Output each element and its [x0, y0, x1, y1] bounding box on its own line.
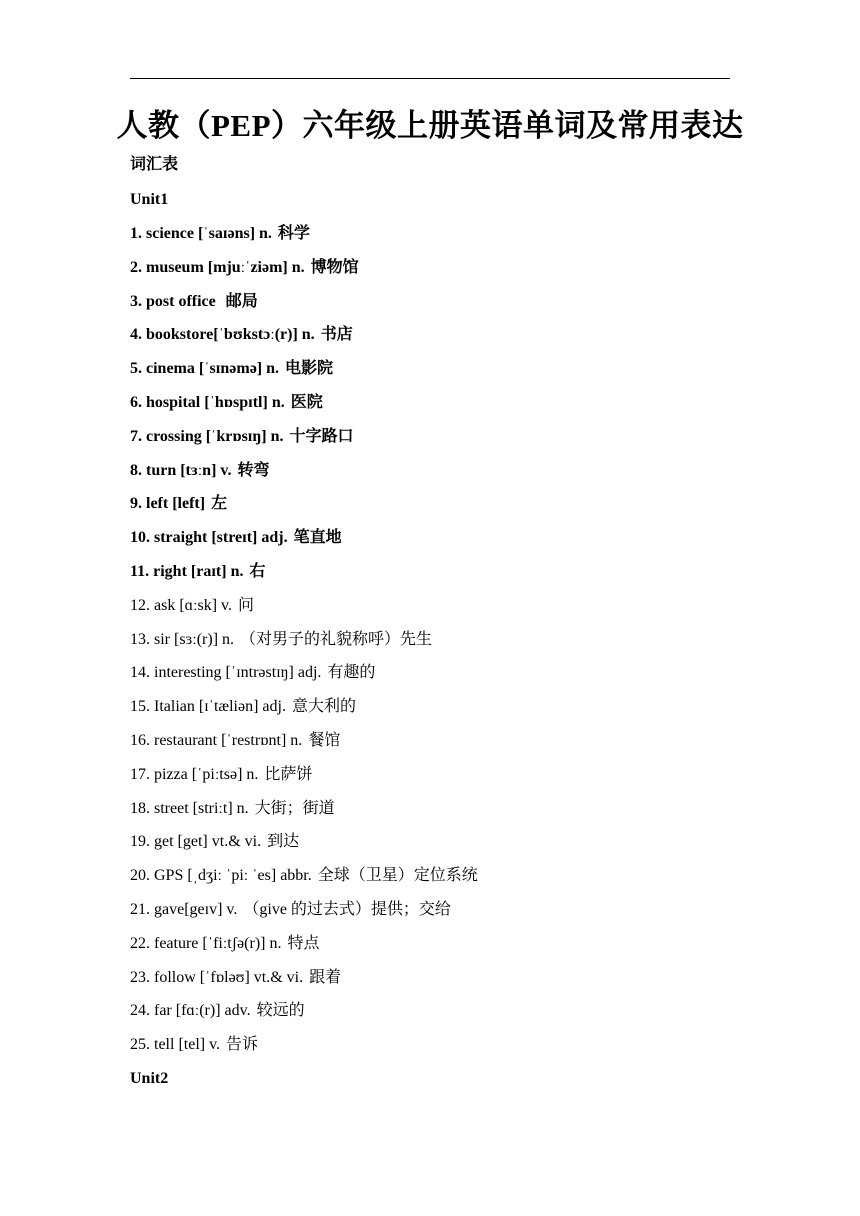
vocab-entry — [130, 1034, 730, 1068]
vocab-term: 5. cinema [ˈsɪnəmə] n. — [130, 360, 280, 378]
vocab-entry — [130, 933, 730, 967]
vocab-term: 10. straight [streɪt] adj. — [130, 529, 288, 547]
vocab-meaning: 餐馆 — [308, 731, 341, 749]
vocab-entry — [130, 1000, 730, 1034]
vocab-entry — [130, 595, 730, 629]
vocab-meaning: 医院 — [290, 393, 323, 411]
vocab-term: 24. far [fɑː(r)] adv. — [130, 1002, 251, 1020]
vocab-meaning: 左 — [211, 495, 228, 513]
vocab-term: 20. GPS [ˌdʒiː ˈpiː ˈes] abbr. — [130, 867, 312, 885]
vocab-entry — [130, 629, 730, 663]
vocab-entry — [130, 460, 730, 494]
vocab-meaning: 有趣的 — [327, 664, 376, 682]
vocab-entry — [130, 764, 730, 798]
vocab-entry — [130, 291, 730, 325]
vocab-entry — [130, 730, 730, 764]
vocab-term: 19. get [get] vt.& vi. — [130, 833, 262, 851]
vocab-entry — [130, 392, 730, 426]
vocab-entry — [130, 358, 730, 392]
vocab-entry — [130, 696, 730, 730]
vocab-meaning: 意大利的 — [291, 698, 356, 716]
vocab-term: 23. follow [ˈfɒləʊ] vt.& vi. — [130, 968, 304, 986]
vocab-meaning: 转弯 — [237, 461, 270, 479]
vocab-meaning: （对男子的礼貌称呼）先生 — [240, 630, 433, 648]
vocab-meaning: 书店 — [320, 326, 353, 344]
vocab-term: 11. right [raɪt] n. — [130, 562, 244, 580]
document-title: 人教（PEP）六年级上册英语单词及常用表达 — [116, 108, 744, 143]
vocab-entry — [130, 831, 730, 865]
vocab-term: 9. left [left] — [130, 495, 206, 513]
vocab-term: 3. post office — [130, 292, 220, 310]
vocab-term: 4. bookstore[ˈbʊkstɔː(r)] n. — [130, 326, 315, 344]
vocab-entry — [130, 324, 730, 358]
vocab-meaning: 右 — [249, 562, 266, 580]
unit-heading-1: Unit1 — [130, 191, 169, 208]
vocab-term: 21. gave[geɪv] v. — [130, 900, 238, 918]
vocabulary-list — [130, 223, 730, 1068]
vocab-entry — [130, 798, 730, 832]
vocab-term: 16. restaurant [ˈrestrɒnt] n. — [130, 731, 303, 749]
vocab-term: 12. ask [ɑːsk] v. — [130, 596, 232, 614]
vocab-term: 15. Italian [ɪˈtæliən] adj. — [130, 698, 286, 716]
vocab-term: 6. hospital [ˈhɒspɪtl] n. — [130, 393, 285, 411]
vocab-meaning: 科学 — [277, 225, 310, 242]
vocab-meaning: 特点 — [287, 934, 320, 952]
vocab-entry — [130, 493, 730, 527]
vocab-entry — [130, 662, 730, 696]
vocab-term: 7. crossing [ˈkrɒsɪŋ] n. — [130, 427, 284, 445]
vocab-meaning: 较远的 — [256, 1002, 305, 1020]
vocab-entry — [130, 257, 730, 291]
vocab-meaning: （give 的过去式）提供；交给 — [243, 900, 451, 918]
vocab-meaning: 电影院 — [285, 360, 334, 378]
vocab-term: 25. tell [tel] v. — [130, 1036, 221, 1054]
vocab-meaning: 到达 — [267, 833, 300, 851]
vocab-meaning: 比萨饼 — [264, 765, 313, 783]
vocab-term: 2. museum [mjuːˈziəm] n. — [130, 258, 305, 276]
vocab-entry — [130, 967, 730, 1001]
vocab-meaning: 全球（卫星）定位系统 — [317, 867, 478, 885]
vocab-entry — [130, 527, 730, 561]
header-rule — [130, 78, 730, 79]
vocab-meaning: 博物馆 — [310, 258, 359, 276]
vocab-entry — [130, 865, 730, 899]
vocab-meaning: 十字路口 — [289, 427, 354, 445]
vocab-entry — [130, 899, 730, 933]
vocab-meaning: 跟着 — [309, 968, 342, 986]
vocab-term: 18. street [striːt] n. — [130, 799, 249, 817]
vocab-meaning: 笔直地 — [293, 529, 342, 547]
vocab-meaning: 问 — [237, 596, 254, 614]
vocab-meaning: 大街；街道 — [254, 799, 335, 817]
vocab-term: 22. feature [ˈfiːtʃə(r)] n. — [130, 934, 282, 952]
vocab-term: 14. interesting [ˈɪntrəstɪŋ] adj. — [130, 664, 322, 682]
vocab-entry — [130, 223, 730, 257]
vocab-entry — [130, 426, 730, 460]
vocab-term: 8. turn [tɜːn] v. — [130, 461, 232, 479]
section-label: 词汇表 — [130, 156, 179, 173]
unit-heading-2: Unit2 — [130, 1070, 169, 1087]
vocab-entry — [130, 561, 730, 595]
vocab-meaning: 邮局 — [225, 292, 258, 310]
vocab-term: 1. science [ˈsaɪəns] n. — [130, 225, 272, 242]
vocab-term: 17. pizza [ˈpiːtsə] n. — [130, 765, 259, 783]
vocab-meaning: 告诉 — [226, 1036, 259, 1054]
vocab-term: 13. sir [sɜː(r)] n. — [130, 630, 235, 648]
